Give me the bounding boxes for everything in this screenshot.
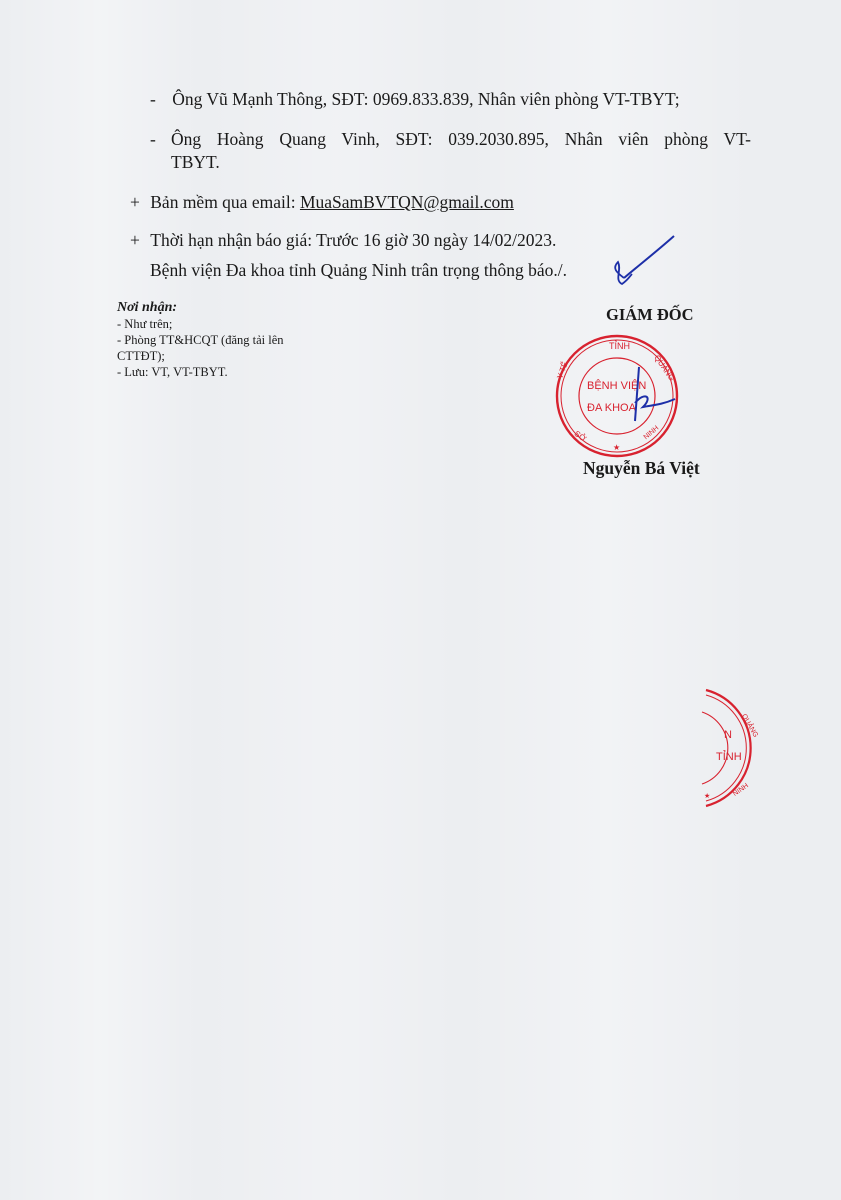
email-link[interactable]: MuaSamBVTQN@gmail.com [299,192,514,212]
seal-ring-top: TỈNH [609,341,630,351]
partial-seal [698,686,770,810]
initial-ink-mark [608,232,678,290]
seal-center-line1: BỆNH VIỆN [587,380,647,392]
deadline-text: Thời hạn nhận báo giá: Trước 16 giờ 30 ngày 14/02/2023. [150,230,557,250]
seal-ring-right: QUẢNG [652,353,677,383]
deadline-item [130,229,556,251]
partial-seal-star: ★ [704,793,711,800]
signatory-name: Nguyễn Bá Việt [583,458,700,478]
partial-seal-bottom: NINH [731,782,750,798]
dash-marker: - [150,89,156,109]
contact-text-continued: TBYT. [171,152,220,172]
official-seal [553,333,683,459]
partial-seal-text1: N [724,729,732,741]
email-label: Bản mềm qua email: [150,192,300,212]
recipient-item: - Lưu: VT, VT-TBYT. [117,365,228,379]
dash-marker: - [150,129,156,149]
seal-ring-bottom-left: SỞ [572,428,588,444]
seal-ring-bottom-right: NINH [642,424,661,442]
seal-star: ★ [613,443,621,452]
signature-title: GIÁM ĐỐC [606,305,694,324]
partial-seal-ring: QUẢNG [740,713,759,739]
contact-text: Ông Vũ Mạnh Thông, SĐT: 0969.833.839, Nhân viên phòng VT-TBYT; [172,89,680,109]
plus-marker: + [130,192,140,212]
seal-ring-left: Y TẾ [555,360,570,381]
recipient-item: CTTĐT); [117,349,165,363]
contact-text: Ông Hoàng Quang Vinh, SĐT: 039.2030.895, Nhân viên phòng VT- [171,129,751,149]
closing-text: Bệnh viện Đa khoa tỉnh Quảng Ninh trân trọng thông báo./. [150,260,568,280]
recipients-block [117,300,284,380]
recipient-item: - Như trên; [117,317,173,331]
partial-seal-text2: TỈNH [716,751,742,763]
email-item [130,191,514,213]
seal-center-line2: ĐA KHOA [587,402,636,414]
recipient-item: - Phòng TT&HCQT (đăng tải lên [117,333,284,347]
recipients-title: Nơi nhận: [117,300,178,315]
contact-item-1 [150,88,680,110]
plus-marker: + [130,230,140,250]
